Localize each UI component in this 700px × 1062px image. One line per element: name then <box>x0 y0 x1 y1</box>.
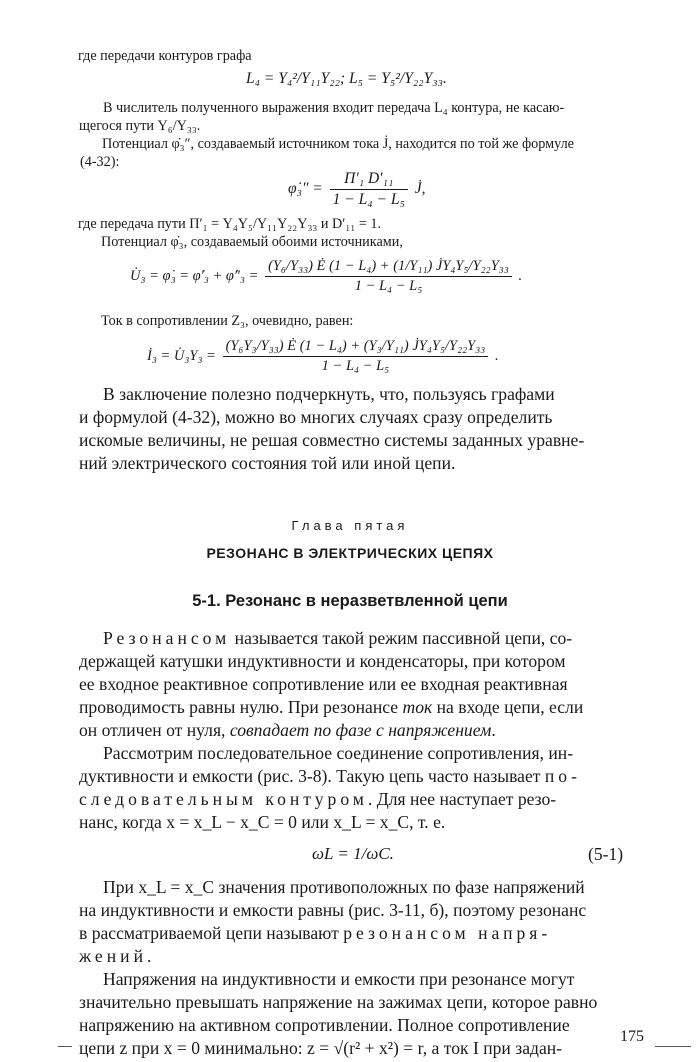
fraction <box>265 258 512 295</box>
text-line <box>103 628 572 649</box>
fraction-denominator: 1 − L₄ − L₅ <box>321 358 390 374</box>
emphasized-term: резонансом напря- <box>343 923 552 943</box>
text-line <box>79 789 556 810</box>
text-line: и формулой (4-32), можно во многих случаях сразу определить <box>79 407 553 427</box>
fraction <box>330 170 408 209</box>
text-line: При x_L = x_C значения противоположных по фазе напряжений <box>103 877 585 897</box>
italic-term: совпадает по фазе с напряжением <box>229 720 492 740</box>
text-line <box>79 766 581 787</box>
formula-lhs: U̇₃ = φ̇₃ = φ̇′₃ + φ̇″₃ = <box>130 267 259 284</box>
section-title: 5-1. Резонанс в неразветвленной цепи <box>192 592 508 610</box>
chapter-label: Глава пятая <box>291 518 409 533</box>
formula-current <box>147 338 499 375</box>
formula-lhs: İ₃ = U̇₃Y₃ = <box>147 347 216 364</box>
fraction-numerator: (Y₆/Y₃₃) Ė (1 − L₄) + (1/Y₁₁) J̇Y₄Y₅/Y₂₂Y₃₃ <box>265 258 512 277</box>
text-line: Потенциал φ̇₃″, создаваемый источником тока J̇, находится по той же формуле <box>102 136 574 152</box>
text-line: где передачи контуров графа <box>78 48 252 64</box>
text-line <box>79 720 496 741</box>
text-line: В числитель полученного выражения входит передача L₄ контура, не касаю- <box>103 100 565 116</box>
scan-mark-right <box>655 1046 691 1047</box>
equation-number: (5-1) <box>588 844 624 864</box>
text-line: ний электрического состояния той или иной цепи. <box>79 453 456 473</box>
formula-rhs: J̇, <box>414 180 426 198</box>
formula-resonance: ωL = 1/ωC. <box>312 844 394 863</box>
italic-term: ток <box>402 697 433 717</box>
text-span: . <box>491 720 496 740</box>
text-line: держащей катушки индуктивности и конденсаторы, при котором <box>79 651 566 671</box>
text-line: (4-32): <box>80 154 120 170</box>
emphasized-term: следовательным контуром <box>79 789 368 809</box>
text-line <box>79 697 583 718</box>
text-line: значительно превышать напряжение на зажимах цепи, которое равно <box>79 992 598 1012</box>
text-line: Потенциал φ̇₃, создаваемый обоими источниками, <box>101 234 403 250</box>
text-line: цепи z при x = 0 минимально: z = √(r² + x²) = r, а ток I при задан- <box>79 1038 563 1058</box>
text-span: называется такой режим пассивной цепи, со- <box>230 628 573 648</box>
text-line: жений. <box>79 946 156 966</box>
fraction-numerator: (Y₆Y₃/Y₃₃) Ė (1 − L₄) + (Y₃/Y₁₁) J̇Y₄Y₅/Y₂₂Y₃₃ <box>223 338 489 357</box>
text-line: Напряжения на индуктивности и емкости при резонансе могут <box>103 969 575 989</box>
text-span: в рассматриваемой цепи называют <box>79 923 344 943</box>
text-span: . Для нее наступает резо- <box>367 789 557 809</box>
formula-end: . <box>518 267 523 284</box>
text-line: В заключение полезно подчеркнуть, что, пользуясь графами <box>103 384 555 404</box>
fraction-denominator: 1 − L₄ − L₅ <box>332 191 405 208</box>
fraction-numerator: Π′₁ D′₁₁ <box>330 170 408 190</box>
text-span: он отличен от нуля, <box>79 720 230 740</box>
formula-lhs: φ̇₃″ = <box>288 180 323 198</box>
fraction-denominator: 1 − L₄ − L₅ <box>354 278 423 294</box>
text-line: нанс, когда x = x_L − x_C = 0 или x_L = x_C, т. е. <box>79 812 446 832</box>
text-line: Рассмотрим последовательное соединение сопротивления, ин- <box>103 743 574 763</box>
text-line: искомые величины, не решая совместно системы заданных уравне- <box>79 430 585 450</box>
formula-loop-transfers: L₄ = Y₄²/Y₁₁Y₂₂; L₅ = Y₅²/Y₂₂Y₃₃. <box>246 70 447 87</box>
emphasized-term: Резонансом <box>103 628 231 648</box>
page-number: 175 <box>620 1028 644 1045</box>
text-line: ее входное реактивное сопротивление или ее входная реактивная <box>79 674 568 694</box>
chapter-title: РЕЗОНАНС В ЭЛЕКТРИЧЕСКИХ ЦЕПЯХ <box>206 545 494 561</box>
formula-node-voltage <box>130 258 522 295</box>
formula-potential-j <box>288 170 425 209</box>
text-line: щегося пути Y₆/Y₃₃. <box>79 118 201 134</box>
fraction <box>223 338 489 375</box>
emphasized-term: по- <box>544 766 581 786</box>
text-span: проводимость равны нулю. При резонансе <box>79 697 403 717</box>
scan-mark-left <box>58 1046 72 1047</box>
text-line: напряжению на активном сопротивлении. Полное сопротивление <box>79 1015 570 1035</box>
text-span: дуктивности и емкости (рис. 3-8). Такую цепь часто называет <box>79 766 545 786</box>
text-span: на входе цепи, если <box>432 697 584 717</box>
text-line <box>79 923 551 944</box>
text-line: на индуктивности и емкости равны (рис. 3-11, б), поэтому резонанс <box>79 900 587 920</box>
text-line: Ток в сопротивлении Z₃, очевидно, равен: <box>101 313 354 329</box>
text-line: где передача пути Π′₁ = Y₄Y₅/Y₁₁Y₂₂Y₃₃ и D′₁₁ = 1. <box>78 216 382 232</box>
formula-end: . <box>494 347 499 364</box>
